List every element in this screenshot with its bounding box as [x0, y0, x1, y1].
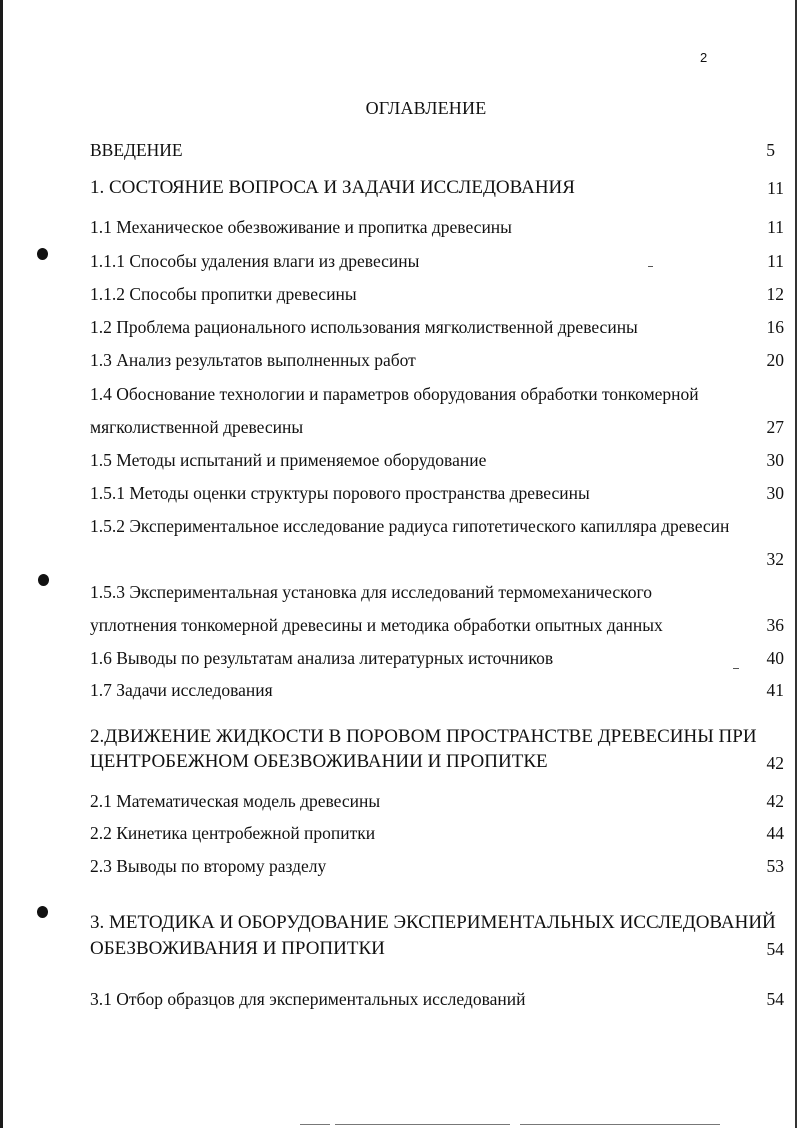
toc-entry-label: 2.3 Выводы по второму разделу	[90, 856, 327, 876]
toc-entry-label: 1.6 Выводы по результатам анализа литературных источников	[90, 648, 554, 668]
toc-entry-label: 1.5.3 Экспериментальная установка для исследований термомеханического	[90, 582, 652, 602]
toc-entry-page: 54	[766, 939, 784, 959]
toc-entry-label-continuation: ЦЕНТРОБЕЖНОМ ОБЕЗВОЖИВАНИИ И ПРОПИТКЕ	[90, 751, 548, 772]
toc-entry-page: 11	[767, 217, 784, 237]
toc-entry-label: 1.1.2 Способы пропитки древесины	[90, 284, 357, 304]
toc-entry-label: 1.5 Методы испытаний и применяемое оборудование	[90, 450, 487, 470]
toc-entry-page: 16	[766, 317, 784, 337]
toc-entry-label: 1.4 Обоснование технологии и параметров оборудования обработки тонкомерной	[90, 384, 699, 404]
toc-entry-page: 11	[767, 251, 784, 271]
toc-entry-label: 2.1 Математическая модель древесины	[90, 791, 381, 811]
punch-hole-mark	[37, 248, 48, 260]
toc-entry-page: 32	[766, 549, 784, 569]
toc-entry-page: 27	[766, 417, 784, 437]
punch-hole-mark	[38, 574, 49, 586]
toc-entry-page: 41	[766, 680, 784, 700]
toc-entry-label: 1.7 Задачи исследования	[90, 680, 273, 700]
page-number: 2	[700, 50, 708, 65]
scan-bottom-edge	[335, 1124, 510, 1125]
toc-entry-label: 1. СОСТОЯНИЕ ВОПРОСА И ЗАДАЧИ ИССЛЕДОВАНИЯ	[90, 177, 575, 198]
toc-entry-page: 30	[766, 483, 784, 503]
toc-entry-page: 53	[766, 856, 784, 876]
toc-entry-label: 1.5.1 Методы оценки структуры порового пространства древесины	[90, 483, 590, 503]
toc-entry-label: 1.1 Механическое обезвоживание и пропитка древесины	[90, 217, 512, 237]
toc-entry-label: 1.1.1 Способы удаления влаги из древесины	[90, 251, 420, 271]
toc-entry-label: 1.5.2 Экспериментальное исследование радиуса гипотетического капилляра древесин	[90, 516, 730, 536]
toc-entry-label: 1.3 Анализ результатов выполненных работ	[90, 350, 416, 370]
toc-entry-page: 12	[766, 284, 784, 304]
toc-entry-label: 3. МЕТОДИКА И ОБОРУДОВАНИЕ ЭКСПЕРИМЕНТАЛЬНЫХ ИССЛЕДОВАНИЙ	[90, 912, 776, 933]
scan-bottom-edge	[520, 1124, 720, 1125]
toc-entry-page: 42	[766, 753, 784, 773]
toc-entry-label-continuation: ОБЕЗВОЖИВАНИЯ И ПРОПИТКИ	[90, 938, 385, 959]
toc-entry-label-continuation: уплотнения тонкомерной древесины и методика обработки опытных данных	[90, 615, 663, 635]
toc-entry-page: 11	[767, 178, 784, 198]
toc-entry-page: 44	[766, 823, 784, 843]
toc-entry-page: 36	[766, 615, 784, 635]
toc-entry-label: 2.2 Кинетика центробежной пропитки	[90, 823, 376, 843]
toc-entry-page: 30	[766, 450, 784, 470]
toc-entry-page: 42	[766, 791, 784, 811]
toc-entry-label: ВВЕДЕНИЕ	[90, 140, 183, 160]
toc-entry-label: 3.1 Отбор образцов для экспериментальных исследований	[90, 989, 526, 1009]
toc-entry-label: 1.2 Проблема рационального использования мягколиственной древесины	[90, 317, 638, 337]
toc-entry-label: 2.ДВИЖЕНИЕ ЖИДКОСТИ В ПОРОВОМ ПРОСТРАНСТВЕ ДРЕВЕСИНЫ ПРИ	[90, 726, 757, 747]
toc-entry-page: 40	[766, 648, 784, 668]
toc-entry-page: 54	[766, 989, 784, 1009]
toc-entry-page: 5	[766, 140, 775, 160]
punch-hole-mark	[37, 906, 48, 918]
scan-speck	[648, 266, 653, 267]
scan-bottom-edge	[300, 1124, 330, 1125]
scan-left-edge	[0, 0, 3, 1128]
toc-entry-label-continuation: мягколиственной древесины	[90, 417, 304, 437]
toc-title: ОГЛАВЛЕНИЕ	[365, 98, 487, 118]
toc-entry-page: 20	[766, 350, 784, 370]
